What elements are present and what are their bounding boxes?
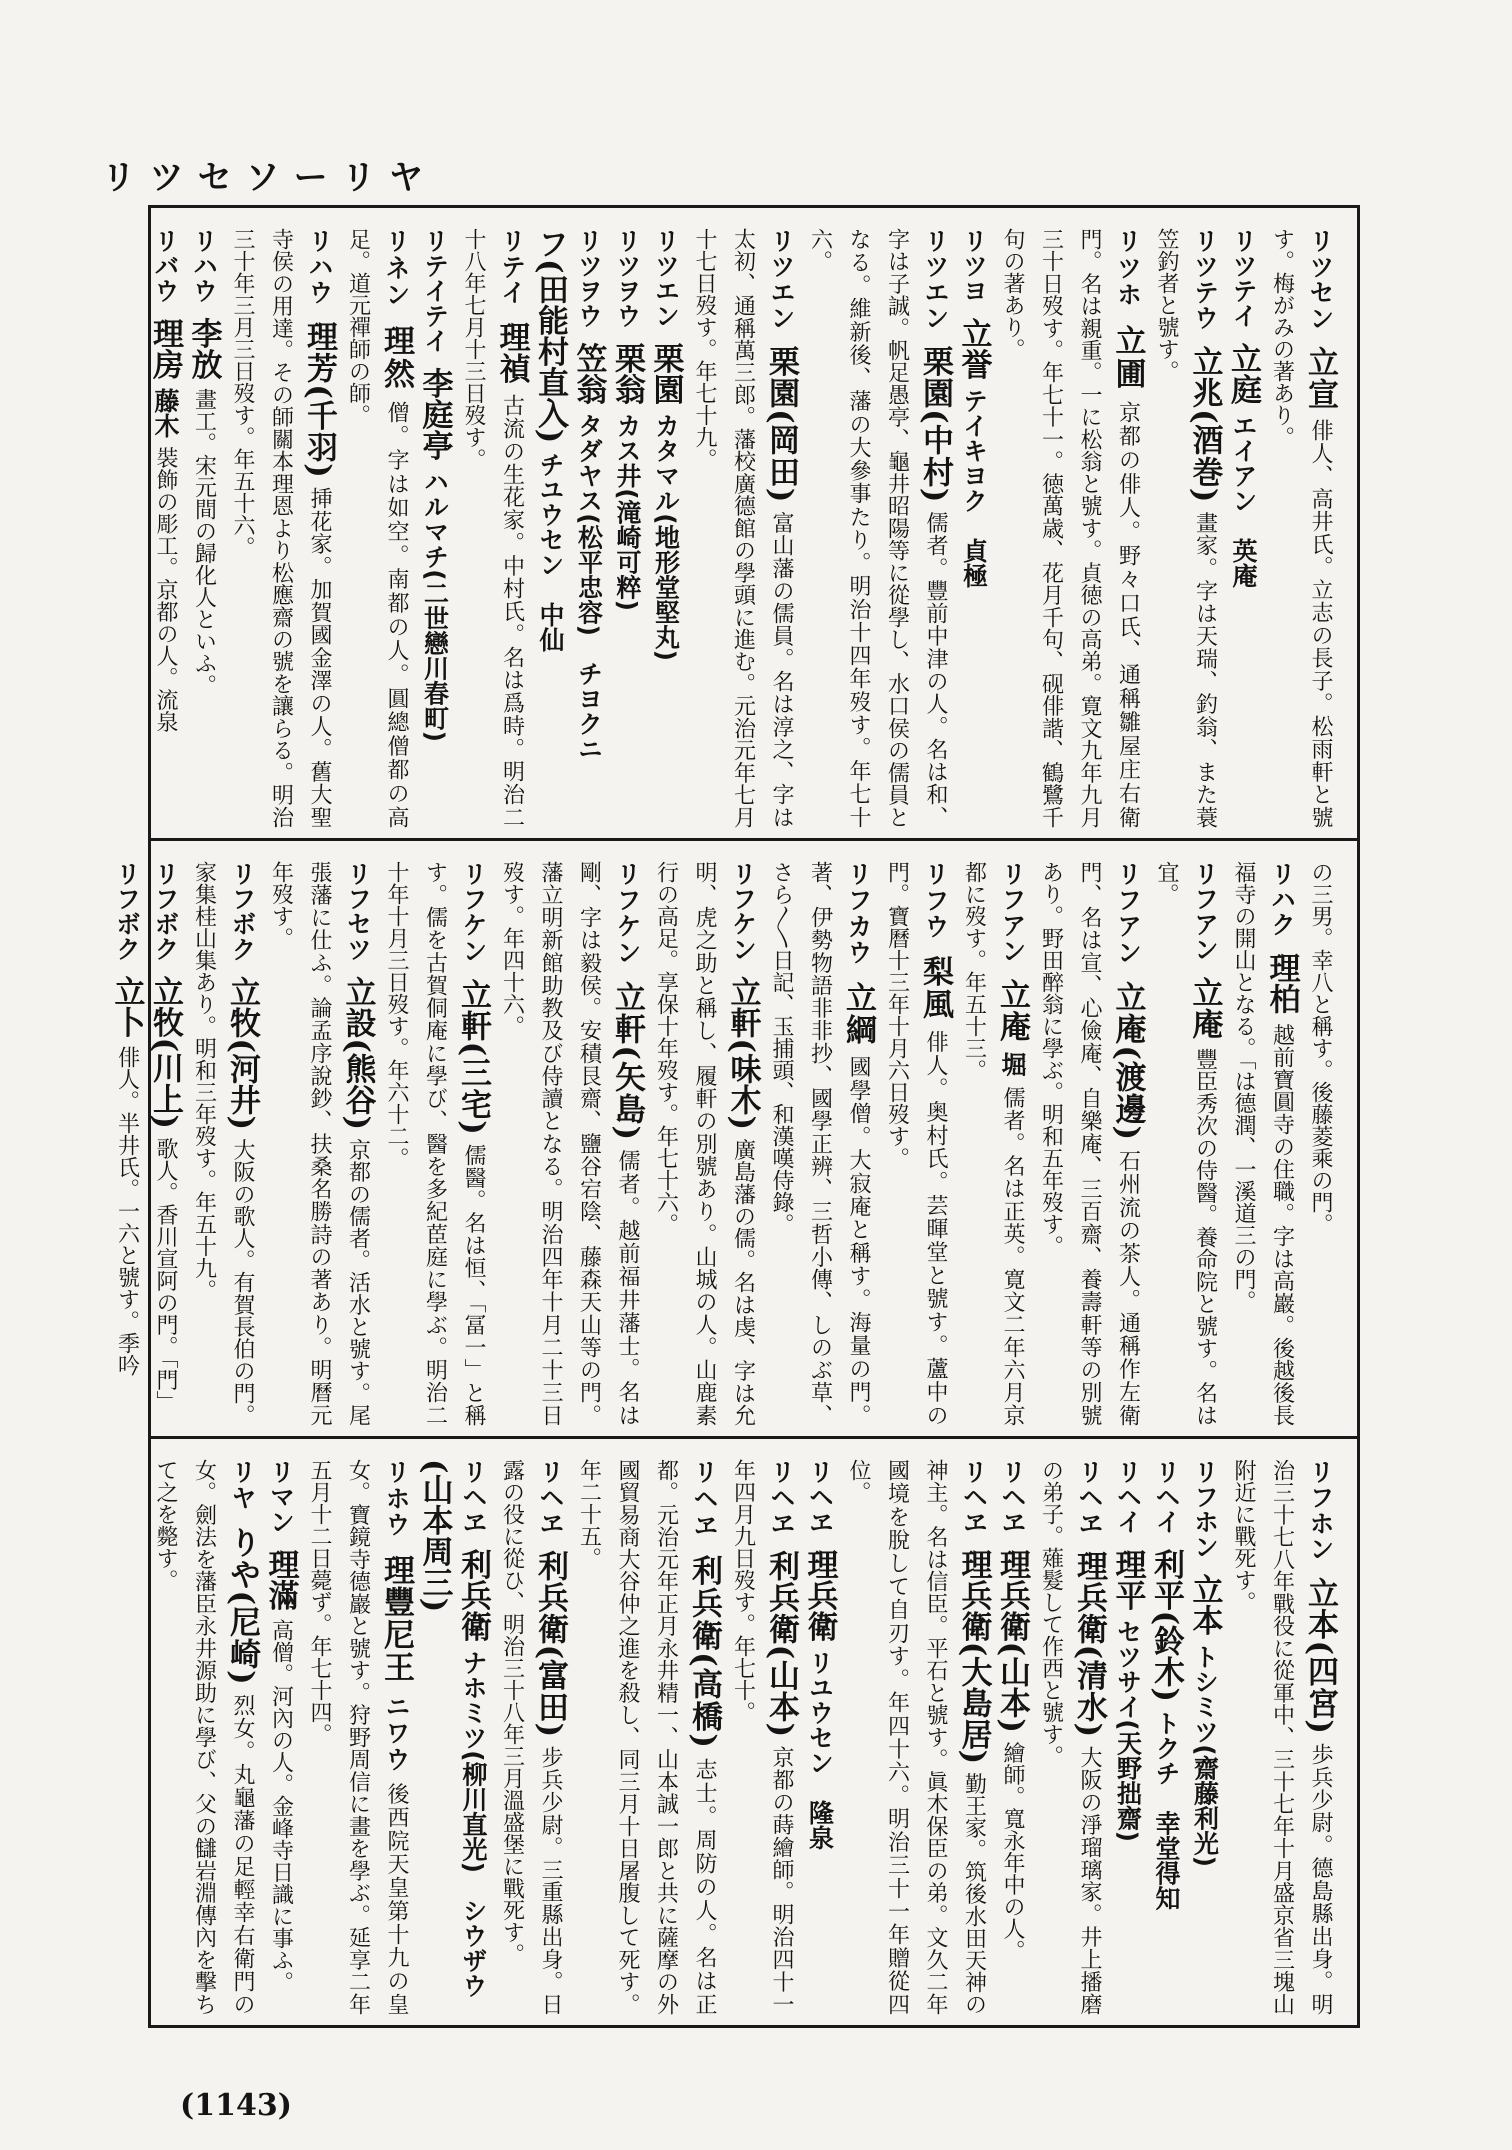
dictionary-entry <box>954 861 1031 1426</box>
dictionary-entry <box>454 228 531 828</box>
entry-reading: リフセツ <box>343 861 373 962</box>
dictionary-entry <box>415 1459 454 2015</box>
entry-headword: 立本(四宮) <box>1302 1577 1338 1734</box>
entry-alias: リユウセン 隆泉 <box>805 1650 835 1851</box>
entry-alias: トクチ 幸堂得知 <box>1152 1710 1181 1911</box>
entry-reading: リフホン <box>1306 1459 1335 1562</box>
entry-headword: 立牧(川上) <box>147 975 183 1129</box>
entry-headword: 理兵衛(大島居) <box>955 1548 992 1765</box>
entry-reading: リヘヱ <box>690 1459 719 1539</box>
entry-description: 豐臣秀次の侍醫。養命院と號す。名は宜。 <box>1154 861 1218 1426</box>
entry-reading: リハウ <box>305 228 334 306</box>
entry-reading: リツエン <box>767 228 796 331</box>
dictionary-entry <box>723 1459 800 2015</box>
entry-description: 繪師。寬永年中の人。 <box>1000 1741 1025 1962</box>
dictionary-entry <box>1224 1459 1340 2015</box>
entry-headword: 利平(鈴木) <box>1148 1548 1184 1702</box>
entry-description: 俳人。半井氏。一六と號す。季吟 <box>114 1046 140 1377</box>
dictionary-entry <box>492 861 646 1426</box>
entry-headword: 立本 <box>1186 1573 1223 1636</box>
entry-description: 儒者。豐前中津の人。名は和、字は子誠。帆足愚亭、龜井昭陽等に從學し、水口侯の儒員となる。維新後、藩の大參事たり。明治十四年歿す。年七十六。 <box>807 228 948 828</box>
entry-description: 畫家。字は天瑞、釣翁、また蓑笠釣者と號す。 <box>1154 228 1218 828</box>
entry-headword: 栗翁 <box>609 342 645 405</box>
entry-headword: 李放 <box>185 317 222 380</box>
dictionary-entry <box>1147 1459 1186 2015</box>
entry-reading: リツエン <box>921 228 950 331</box>
entry-headword: 理芳(千羽) <box>301 320 337 478</box>
entry-alias: カス井(滝崎可粹) <box>613 413 642 612</box>
entry-description: 烈女。丸龜藩の足輕幸右衛門の女。劍法を藩臣永井源助に學び、父の讎岩淵傳內を擊ちて之を斃す。 <box>153 1459 255 2015</box>
dictionary-entry <box>146 861 185 1426</box>
dictionary-entry <box>261 1459 300 2015</box>
entry-headword: 栗園 <box>647 342 684 405</box>
dictionary-entry <box>685 228 801 828</box>
entry-headword: 立綱 <box>840 981 876 1047</box>
entry-headword: 利兵衛 <box>455 1548 491 1642</box>
entry-reading: リヘヱ <box>1075 1459 1104 1536</box>
entry-description: 大阪の歌人。有賀長伯の門。家集桂山集あり。明和三年歿す。年五十九。 <box>191 861 255 1427</box>
entry-description: 勤王家。筑後水田天神の神主。名は信臣。平石と號す。眞木保臣の弟。文久二年國境を脫して自刃す。年四十六。明治三十一年贈從四位。 <box>846 1459 987 2015</box>
entry-headword: 利兵衛(山本) <box>763 1550 799 1738</box>
dictionary-entry <box>569 1459 723 2015</box>
entry-reading: リフケン <box>613 861 642 966</box>
dictionary-entry <box>492 1459 569 2015</box>
entry-description: 京都の蒔繪師。明治四十一年四月九日歿す。年七十。 <box>730 1459 794 2015</box>
dictionary-entry <box>415 228 454 828</box>
entry-alias: チユウセン 中仙 <box>536 451 565 652</box>
entry-headword: フ(田能村直入) <box>532 228 568 444</box>
dictionary-entry <box>800 228 954 828</box>
dictionary-entry <box>531 228 570 828</box>
entry-headword: 立卜 <box>108 975 145 1038</box>
entry-reading: リフボク <box>112 861 142 961</box>
entry-description: 俳人。奥村氏。芸暉堂と號す。蘆中の門。寶曆十三年十月六日歿す。 <box>884 861 948 1427</box>
entry-alias: ハルマチ(二世戀川春町) <box>420 469 450 743</box>
entry-alias: ニワウ <box>382 1693 411 1773</box>
entry-reading: リツセン <box>1306 228 1335 332</box>
entry-reading: リヤ <box>228 1459 257 1511</box>
entry-band-bottom <box>151 1436 1357 2025</box>
entry-headword: 利兵衛(高橋) <box>686 1554 722 1748</box>
entry-headword: 理房 <box>147 317 183 380</box>
page-frame <box>108 205 1360 2028</box>
entry-headword: 立庭 <box>1225 342 1261 405</box>
entry-reading: リツヲウ <box>574 228 604 328</box>
entry-headword: 栗園(岡田) <box>763 345 799 503</box>
entry-headword: (山本周三) <box>416 1459 453 1613</box>
dictionary-entry <box>107 861 146 1426</box>
dictionary-entry <box>646 861 762 1426</box>
entry-reading: リフアン <box>998 861 1027 964</box>
entry-description: 儒者。名は正英。寛文二年六月京都に歿す。年五十三。 <box>961 861 1025 1427</box>
page-number: (1143) <box>180 2088 292 2123</box>
entry-reading: リネン <box>382 228 411 309</box>
entry-description: 畫工。宋元間の歸化人といふ。 <box>191 388 217 697</box>
entry-description: 步兵少尉。三重縣出身。日露の役に從ひ、明治三十八年三月溫盛堡に戰死す。 <box>499 1459 563 2015</box>
entry-headword: 立牧(河井) <box>224 976 260 1131</box>
entry-reading: リハウ <box>189 228 219 303</box>
entry-headword: 立圃 <box>1109 324 1146 391</box>
running-head: リツセソーリヤ <box>101 158 437 198</box>
entry-headword: 理豐尼王 <box>378 1554 414 1684</box>
entry-description: 挿花家。加賀國金澤の人。舊大聖寺侯の用達。その師關本理恩より松應齋の號を讓らる。明治三十年三月三日歿す。年五十六。 <box>230 228 332 829</box>
entry-description: 石州流の茶人。通稱作左衛門、名は宣、心儉庵、自樂庵、三百齋、養壽軒等の別號あり。野田醉翁に學ぶ。明和五年歿す。 <box>1038 861 1141 1427</box>
dictionary-entry <box>377 861 493 1426</box>
entry-headword: 栗園(中村) <box>917 345 953 503</box>
dictionary-entry <box>261 861 377 1426</box>
entry-reading: リヘイ <box>1152 1459 1181 1534</box>
entry-alias: セツサイ(天野拙齋) <box>1113 1619 1143 1843</box>
entry-reading: リツテウ <box>1190 228 1220 331</box>
dictionary-entry <box>839 1459 993 2015</box>
entry-reading: リヘヱ <box>459 1459 488 1534</box>
entry-description: 志士。周防の人。名は正都。元治元年正月永井精一、山本誠一郎と共に薩摩の外國貿易商大谷仲之進を殺し、同三月十日屠腹して死す。年二十五。 <box>576 1459 717 2016</box>
entry-headword: 立庵 <box>994 978 1030 1043</box>
dictionary-entry <box>877 861 954 1426</box>
dictionary-entry <box>1224 228 1263 828</box>
entry-band-top <box>147 208 1357 838</box>
entry-reading: リツホ <box>1113 228 1143 309</box>
entry-alias: カタマル(地形堂堅丸) <box>651 413 681 662</box>
entry-reading: リフウ <box>921 861 950 941</box>
dictionary-entry <box>184 861 261 1426</box>
entry-reading: リフカウ <box>844 861 873 966</box>
entry-reading: リホウ <box>382 1459 411 1539</box>
dictionary-entry <box>646 228 685 828</box>
entry-reading: リヘヱ <box>805 1459 835 1534</box>
entry-headword: 立軒(矢島) <box>609 981 645 1141</box>
entry-reading: リヘヱ <box>998 1459 1027 1534</box>
entry-description: 越前寶圓寺の住職。字は高巖。後越後長福寺の開山となる。「は德潤、一溪道三の門。 <box>1231 861 1295 1426</box>
entry-description: 後西院天皇第十九の皇女。寶鏡寺德巖と號す。狩野周信に畫を學ぶ。延享二年五月十二日薨ず。年七十四。 <box>307 1459 409 2016</box>
entry-reading: リヘヱ <box>767 1459 796 1536</box>
dictionary-entry <box>146 1459 262 2015</box>
entry-headword: 利兵衛(富田) <box>532 1550 568 1738</box>
entry-description: 國學僧。大寂庵と稱す。海量の門。著、伊勢物語非非抄、國學正辨、三哲小傳、しのぶ草、さら〳〵日記、玉捕頭、和漢嘆侍錄。 <box>769 861 871 1426</box>
entry-reading: リツテイ <box>1229 228 1258 328</box>
entry-description: 俳人、高井氏。立志の長子。松雨軒と號す。梅がみの著あり。 <box>1269 228 1333 829</box>
dictionary-entry <box>184 228 223 828</box>
entry-description: 儒者。越前福井藩士。名は剛、字は毅侯。安積艮齋、鹽谷宕陰、藤森天山等の門。藩立明新館助教及び侍讀となる。明治四年十月二十三日歿す。年四十六。 <box>499 861 640 1427</box>
entry-headword: 理兵衛(清水) <box>1071 1550 1107 1738</box>
entry-description: 京都の俳人。野々口氏、通稱雛屋庄右衛門。名は親重。一に松翁と號す。貞徳の高弟。寛文九年九月三十日歿す。年七十一。徳萬歳、花月千句、砚俳諧、鶴鷺千句の著あり。 <box>1000 228 1141 829</box>
dictionary-entry <box>1108 1459 1147 2015</box>
entry-reading: リフボク <box>151 861 180 961</box>
entry-reading: リテイテイ <box>420 228 450 353</box>
entry-headword: 立庵 <box>1186 976 1223 1040</box>
dictionary-entry <box>1224 861 1301 1426</box>
dictionary-entry <box>1147 228 1224 828</box>
entry-headword: 理兵衛(山本) <box>994 1548 1030 1733</box>
entry-reading: リツエン <box>651 228 681 328</box>
entry-alias: 堀 <box>998 1051 1027 1078</box>
dictionary-entry <box>762 861 878 1426</box>
dictionary-entry <box>223 228 339 828</box>
entry-headword: 立兆(酒巻) <box>1186 345 1223 503</box>
entry-reading: リテイ <box>497 228 527 306</box>
entry-description: の三男。幸八と稱す。後藤菱乘の門。 <box>1308 861 1333 1235</box>
entry-headword: 立誉 <box>955 317 992 380</box>
entry-headword: 立庵(渡邊) <box>1109 981 1146 1141</box>
entry-alias: エイアン 英庵 <box>1229 413 1258 589</box>
entry-reading: リフケン <box>728 861 758 962</box>
dictionary-entry <box>993 228 1147 828</box>
entry-description: 京都の儒者。活水と號す。尾張藩に仕ふ。論孟序說鈔、扶桑名勝詩の著あり。明曆元年歿す。 <box>268 861 371 1427</box>
dictionary-entry <box>1147 861 1224 1426</box>
dictionary-entry <box>1185 1459 1224 2015</box>
entry-alias: トシミツ(齋藤利光) <box>1190 1644 1220 1868</box>
entry-reading: リフケン <box>459 861 488 964</box>
entry-alias: テイキヨク 貞極 <box>959 388 989 589</box>
entry-description: 僧。字は如空。南都の人。圓總僧都の高足。道元禪師の師。 <box>345 228 409 829</box>
entry-reading: リハク <box>1267 861 1297 938</box>
dictionary-entry <box>954 228 993 828</box>
entry-headword: 立設(熊谷) <box>339 976 376 1131</box>
dictionary-entry <box>1031 1459 1108 2015</box>
dictionary-entry <box>146 228 185 828</box>
dictionary-entry <box>1301 861 1340 1426</box>
entry-description: 富山藩の儒員。名は淳之、字は太初、通稱萬三郎。藩校廣德館の學頭に進む。元治元年七月十七日歿す。年七十九。 <box>692 228 794 828</box>
entry-alias: ナホミツ(柳川直光) シウザウ <box>459 1650 488 1999</box>
entry-description: 大阪の淨瑠璃家。井上播磨の弟子。薙髮して作西と號す。 <box>1038 1459 1102 2015</box>
entry-description: 歌人。香川宣阿の門。「門」 <box>153 1137 178 1413</box>
entry-reading: リマン <box>266 1459 296 1534</box>
dictionary-entry <box>1031 861 1147 1426</box>
entry-reading: リバウ <box>151 228 180 303</box>
entry-reading: リフアン <box>1113 861 1143 966</box>
dictionary-entry <box>993 1459 1032 2015</box>
entry-description: 儒醫。名は恒、「冨一」と稱す。儒を古賀侗庵に學び、醫を多紀茞庭に學ぶ。明治二十年十月三日歿す。年六十二。 <box>384 861 486 1426</box>
entry-headword: 理兵衛 <box>801 1548 838 1642</box>
entry-description: 古流の生花家。中村氏。名は爲時。明治二十八年七月十三日歿す。 <box>461 228 525 829</box>
entry-headword: 笠翁 <box>570 342 607 405</box>
entry-description: 歩兵少尉。德島縣出身。明治三十七八年戰役に從軍中、三十七年十月盛京省三塊山附近に戰死す。 <box>1231 1459 1333 2015</box>
dictionary-entry <box>608 228 647 828</box>
dictionary-entry <box>300 1459 416 2015</box>
entry-headword: 理柏 <box>1263 952 1300 1015</box>
entry-headword: 理然 <box>378 324 414 391</box>
entry-headword: 李庭亭 <box>416 367 453 461</box>
entry-headword: 理平 <box>1109 1548 1146 1611</box>
entry-reading: リフボク <box>228 861 257 962</box>
entry-description: 裝飾の彫工。京都の人。流泉 <box>153 446 178 733</box>
entry-headword: りや(尼崎) <box>224 1526 260 1685</box>
dictionary-entry <box>569 228 608 828</box>
entry-headword: 理禎 <box>493 321 530 385</box>
dictionary-entry <box>454 1459 493 2015</box>
entry-headword: 梨風 <box>917 955 953 1021</box>
entry-reading: リフホン <box>1190 1459 1220 1559</box>
entry-headword: 立軒(三宅) <box>455 978 491 1135</box>
entry-headword: 立軒(味木) <box>724 976 761 1131</box>
entry-description: 廣島藩の儒。名は虔、字は允明、虎之助と稱し、履軒の別號あり。山城の人。山鹿素行の高足。享保十年歿す。年七十六。 <box>653 861 756 1427</box>
entry-alias: タダヤス(松平忠容) チヨクニ <box>574 413 604 762</box>
entry-reading: リヘイ <box>1113 1459 1143 1534</box>
dictionary-entry <box>800 1459 839 2015</box>
entry-reading: リヘヱ <box>959 1459 989 1535</box>
entry-reading: リフアン <box>1190 861 1220 962</box>
entry-reading: リツヲウ <box>613 228 642 328</box>
entry-band-middle <box>108 838 1357 1436</box>
entry-reading: リツヨ <box>959 228 989 303</box>
dictionary-entry <box>1262 228 1339 828</box>
entry-description: 高僧。河內の人。金峰寺日識に事ふ。 <box>268 1619 294 1994</box>
entry-alias: 藤木 <box>151 388 180 439</box>
entry-headword: 理滿 <box>262 1548 299 1611</box>
dictionary-entry <box>338 228 415 828</box>
entry-headword: 立宣 <box>1302 346 1338 410</box>
entry-reading: リヘヱ <box>536 1459 565 1536</box>
